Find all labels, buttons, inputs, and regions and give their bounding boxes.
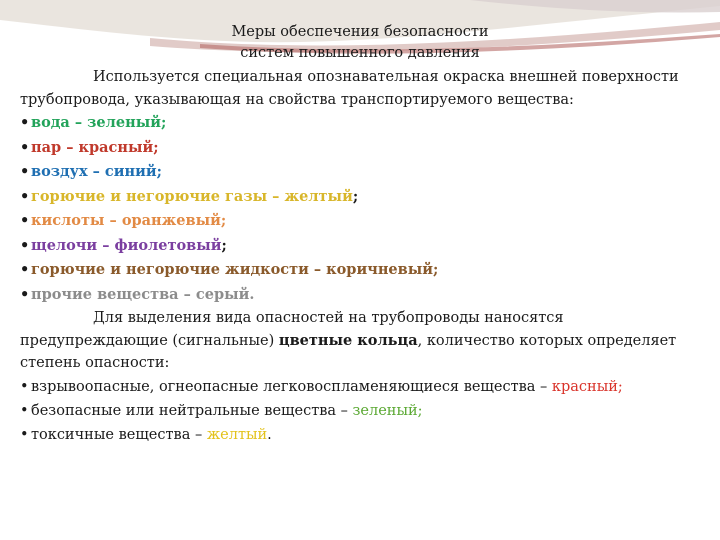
slide-title xyxy=(20,22,700,64)
title-line-1: Меры обеспечения безопасности xyxy=(231,24,489,40)
list-item: • воздух – синий; xyxy=(20,163,163,180)
danger-list xyxy=(20,375,700,447)
rings-paragraph: Для выделения вида опасностей на трубопроводы наносятся предупреждающие (сигнальные) цветные кольца, количество которых определяет степень опасности: xyxy=(20,310,677,371)
title-line-2: систем повышенного давления xyxy=(240,45,480,61)
list-item: • кислоты – оранжевый; xyxy=(20,212,227,229)
word-green: зеленый xyxy=(352,402,418,419)
list-item: • взрывоопасные, огнеопасные легковоспламеняющиеся вещества – красный; xyxy=(20,378,623,395)
pipe-color-list xyxy=(20,111,700,307)
item-alkali: щелочи – фиолетовый xyxy=(31,236,222,254)
list-item: • прочие вещества – серый. xyxy=(20,285,255,303)
highlight-rings: цветные кольца xyxy=(278,331,418,349)
list-item: • горючие и негорючие газы – желтый; xyxy=(20,187,359,205)
word-yellow: желтый xyxy=(206,426,268,443)
word-red: красный xyxy=(551,378,618,395)
item-gas: горючие и негорючие газы – желтый xyxy=(31,187,353,205)
slide-content xyxy=(20,22,700,447)
item-acid: кислоты – оранжевый xyxy=(31,212,221,229)
item-air: воздух – синий xyxy=(31,163,157,180)
list-item: • безопасные или нейтральные вещества – зеленый; xyxy=(20,402,423,419)
item-liquid: горючие и негорючие жидкости – коричневый xyxy=(31,261,434,278)
list-item: • токсичные вещества – желтый. xyxy=(20,426,272,443)
list-item: • щелочи – фиолетовый; xyxy=(20,236,227,254)
intro-paragraph: Используется специальная опознавательная окраска внешней поверхности трубопровода, указывающая на свойства транспортируемого вещества: xyxy=(20,69,679,108)
list-item: • пар – красный; xyxy=(20,138,159,156)
item-water: вода – зеленый xyxy=(31,114,161,131)
item-other: прочие вещества – серый xyxy=(31,285,250,303)
list-item: • горючие и негорючие жидкости – коричневый; xyxy=(20,261,439,278)
list-item: • вода – зеленый; xyxy=(20,114,167,131)
item-steam: пар – красный xyxy=(31,138,154,156)
